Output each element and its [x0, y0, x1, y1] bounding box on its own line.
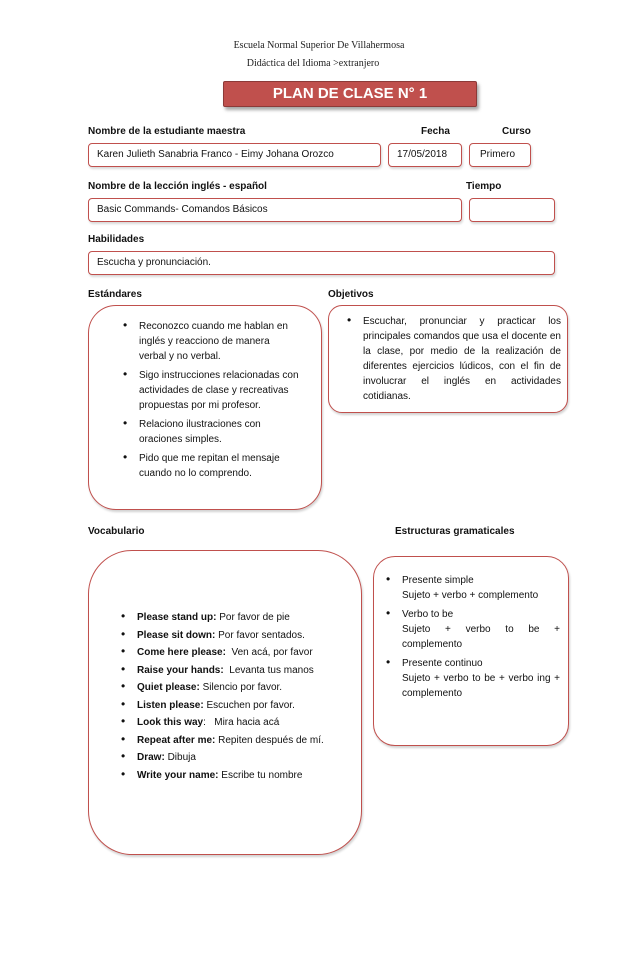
vocabulary-item [117, 609, 357, 627]
lesson-label: Nombre de la lección inglés - español [88, 181, 267, 192]
objectives-list [343, 314, 561, 404]
vocabulary-item [117, 679, 357, 697]
course-field[interactable]: Primero [469, 143, 531, 167]
vocabulary-term: Write your name: [137, 769, 219, 781]
vocabulary-meaning: Por favor sentados. [215, 629, 305, 641]
vocabulary-item [117, 627, 357, 645]
vocabulary-meaning: Por favor de pie [216, 612, 290, 623]
vocabulary-item [117, 732, 357, 750]
standards-label: Estándares [88, 289, 142, 300]
objectives-card [328, 305, 568, 413]
grammar-item [382, 573, 560, 603]
date-label: Fecha [421, 126, 450, 137]
grammar-name: Verbo to be [402, 609, 454, 620]
vocabulary-meaning: Escuchen por favor. [203, 699, 295, 711]
student-field[interactable]: Karen Julieth Sanabria Franco - Eimy Johana Orozco [88, 143, 381, 167]
grammar-label: Estructuras gramaticales [395, 526, 515, 537]
vocabulary-meaning: Dibuja [164, 752, 196, 763]
vocabulary-meaning: Silencio por favor. [199, 682, 283, 693]
date-field[interactable]: 17/05/2018 [388, 143, 462, 167]
grammar-card [373, 556, 569, 746]
time-field[interactable] [469, 198, 555, 222]
vocabulary-item [117, 749, 357, 767]
grammar-formula: Sujeto + verbo to be + verbo ing + complemento [402, 673, 560, 699]
vocabulary-term: Please sit down: [137, 629, 216, 641]
objectives-label: Objetivos [328, 289, 374, 300]
vocabulary-meaning: : Mira hacia acá [203, 717, 280, 728]
vocabulary-item [117, 714, 357, 732]
vocabulary-item [117, 767, 357, 785]
lesson-field[interactable]: Basic Commands- Comandos Básicos [88, 198, 462, 222]
vocabulary-item [117, 697, 357, 715]
grammar-formula: Sujeto + verbo + complemento [402, 590, 539, 601]
skills-field[interactable]: Escucha y pronunciación. [88, 251, 555, 275]
list-item: • Escuchar, pronunciar y practicar los principales comandos que usa el docente en la clase, por medio de la realización de diferentes ejercicios lúdicos, con el fin de involucrar el inglés en actividades cotidianas. [343, 314, 561, 404]
grammar-name: Presente continuo [402, 658, 483, 669]
vocabulary-term: Look this way [137, 717, 204, 728]
vocabulary-term: Repeat after me: [137, 734, 216, 746]
grammar-list [382, 573, 560, 705]
grammar-item [382, 607, 560, 652]
list-item: • Relaciono ilustraciones con oraciones simples. [119, 417, 299, 447]
list-item: • Sigo instrucciones relacionadas con actividades de clase y recreativas propuestas por mi profesor. [119, 368, 299, 413]
vocabulary-item [117, 644, 357, 662]
page-title: PLAN DE CLASE N° 1 [223, 81, 477, 107]
vocabulary-meaning: Ven acá, por favor [225, 647, 313, 658]
vocabulary-item [117, 662, 357, 680]
standards-card [88, 305, 322, 510]
course-label: Curso [502, 126, 531, 137]
vocabulary-term: Listen please: [137, 699, 204, 711]
vocabulary-meaning: Escribe tu nombre [218, 769, 303, 781]
vocabulary-term: Please stand up: [137, 612, 217, 623]
grammar-formula: Sujeto + verbo to be + complemento [402, 624, 560, 650]
skills-label: Habilidades [88, 234, 145, 245]
grammar-name: Presente simple [402, 575, 474, 586]
standards-list [119, 319, 299, 485]
vocabulary-term: Quiet please: [137, 682, 200, 693]
vocabulary-label: Vocabulario [88, 526, 145, 537]
vocabulary-term: Raise your hands: [137, 664, 224, 676]
time-label: Tiempo [466, 181, 502, 192]
vocabulary-card [88, 550, 362, 855]
vocabulary-term: Draw: [137, 752, 165, 763]
school-name: Escuela Normal Superior De Villahermosa [233, 40, 405, 51]
vocabulary-meaning: Levanta tus manos [223, 664, 314, 676]
list-item: • Pido que me repitan el mensaje cuando no lo comprendo. [119, 451, 299, 481]
student-label: Nombre de la estudiante maestra [88, 126, 246, 137]
vocabulary-term: Come here please: [137, 647, 226, 658]
subject-name: Didáctica del Idioma >extranjero [246, 58, 380, 69]
vocabulary-list [117, 609, 357, 784]
vocabulary-meaning: Repiten después de mí. [215, 734, 324, 746]
grammar-item [382, 656, 560, 701]
list-item: • Reconozco cuando me hablan en inglés y reacciono de manera verbal y no verbal. [119, 319, 299, 364]
